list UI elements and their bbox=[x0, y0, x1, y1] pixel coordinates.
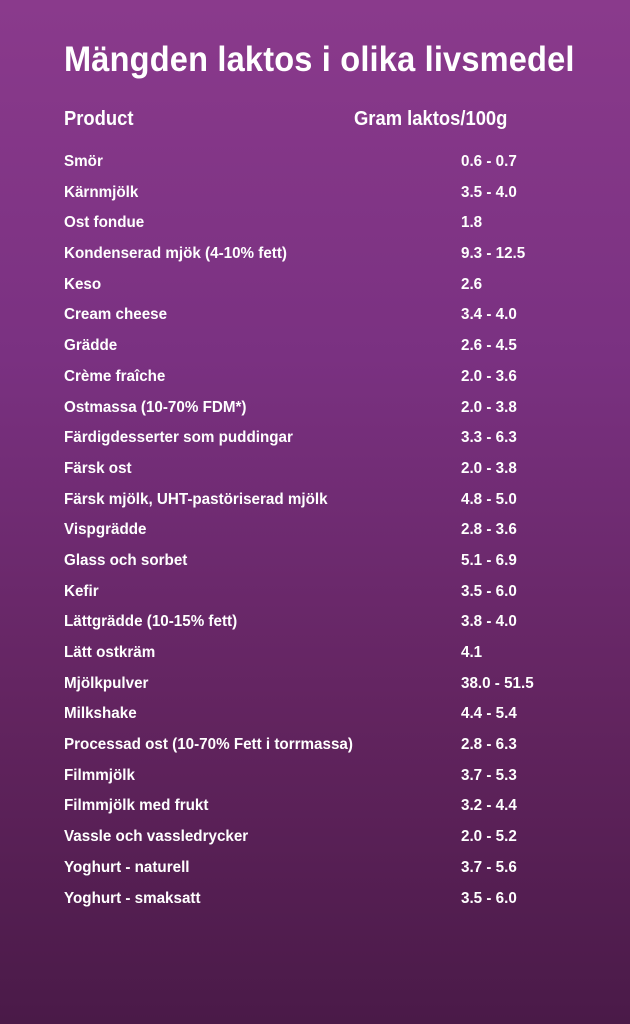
lactose-value: 3.7 - 5.6 bbox=[461, 858, 517, 876]
product-name: Färsk mjölk, UHT-pastöriserad mjölk bbox=[64, 490, 328, 508]
table-row bbox=[0, 426, 630, 457]
column-header-product: Product bbox=[64, 108, 134, 130]
table-row bbox=[0, 672, 630, 703]
table-row bbox=[0, 794, 630, 825]
table-row bbox=[0, 641, 630, 672]
table-row bbox=[0, 273, 630, 304]
lactose-value: 4.1 bbox=[461, 644, 483, 661]
column-header-lactose: Gram laktos/100g bbox=[354, 108, 508, 130]
product-name: Keso bbox=[64, 275, 102, 293]
lactose-value: 2.8 - 6.3 bbox=[461, 736, 517, 754]
lactose-value: 3.8 - 4.0 bbox=[461, 613, 517, 631]
table-row bbox=[0, 150, 630, 181]
lactose-value: 38.0 - 51.5 bbox=[461, 674, 534, 692]
table-row bbox=[0, 856, 630, 887]
page-title: Mängden laktos i olika livsmedel bbox=[64, 40, 575, 79]
table-row bbox=[0, 733, 630, 764]
lactose-value: 2.0 - 3.8 bbox=[461, 398, 517, 416]
product-name: Ostmassa (10-70% FDM*) bbox=[64, 398, 247, 416]
table-row bbox=[0, 303, 630, 334]
product-name: Vassle och vassledrycker bbox=[64, 828, 249, 846]
table-row bbox=[0, 242, 630, 273]
product-name: Filmmjölk bbox=[64, 766, 135, 784]
table-row bbox=[0, 488, 630, 519]
table-body bbox=[0, 150, 630, 917]
table-row bbox=[0, 702, 630, 733]
product-name: Ost fondue bbox=[64, 214, 145, 232]
product-name: Lättgrädde (10-15% fett) bbox=[64, 613, 238, 631]
product-name: Milkshake bbox=[64, 705, 137, 723]
product-name: Kondenserad mjök (4-10% fett) bbox=[64, 245, 287, 263]
table-row bbox=[0, 181, 630, 212]
table-row bbox=[0, 518, 630, 549]
lactose-value: 2.6 bbox=[461, 275, 483, 293]
product-name: Processad ost (10-70% Fett i torrmassa) bbox=[64, 736, 353, 754]
product-name: Filmmjölk med frukt bbox=[64, 797, 209, 815]
table-row bbox=[0, 457, 630, 488]
product-name: Färdigdesserter som puddingar bbox=[64, 429, 293, 447]
product-name: Cream cheese bbox=[64, 306, 168, 324]
product-name: Yoghurt - smaksatt bbox=[64, 889, 201, 907]
product-name: Kärnmjölk bbox=[64, 183, 139, 201]
table-row bbox=[0, 764, 630, 795]
lactose-value: 5.1 - 6.9 bbox=[461, 551, 517, 569]
lactose-value: 3.4 - 4.0 bbox=[461, 306, 517, 324]
table-row bbox=[0, 365, 630, 396]
table-row bbox=[0, 396, 630, 427]
product-name: Kefir bbox=[64, 582, 99, 600]
lactose-value: 2.0 - 3.6 bbox=[461, 367, 517, 385]
product-name: Vispgrädde bbox=[64, 521, 147, 539]
table-row bbox=[0, 580, 630, 611]
lactose-value: 2.8 - 3.6 bbox=[461, 521, 517, 539]
table-header bbox=[0, 108, 630, 136]
lactose-value: 3.2 - 4.4 bbox=[461, 797, 517, 815]
lactose-value: 2.0 - 5.2 bbox=[461, 828, 517, 846]
lactose-value: 3.5 - 6.0 bbox=[461, 889, 517, 907]
product-name: Färsk ost bbox=[64, 459, 132, 477]
lactose-value: 3.3 - 6.3 bbox=[461, 429, 517, 447]
table-row bbox=[0, 887, 630, 918]
table-row bbox=[0, 549, 630, 580]
product-name: Mjölkpulver bbox=[64, 674, 149, 692]
lactose-value: 0.6 - 0.7 bbox=[461, 153, 517, 170]
lactose-value: 3.7 - 5.3 bbox=[461, 766, 517, 784]
product-name: Glass och sorbet bbox=[64, 551, 188, 569]
lactose-value: 4.8 - 5.0 bbox=[461, 490, 517, 508]
lactose-value: 3.5 - 6.0 bbox=[461, 582, 517, 600]
lactose-value: 1.8 bbox=[461, 214, 483, 232]
product-name: Grädde bbox=[64, 337, 118, 355]
lactose-value: 4.4 - 5.4 bbox=[461, 705, 517, 723]
table-row bbox=[0, 211, 630, 242]
lactose-value: 3.5 - 4.0 bbox=[461, 183, 517, 201]
product-name: Lätt ostkräm bbox=[64, 644, 156, 661]
lactose-value: 9.3 - 12.5 bbox=[461, 245, 526, 263]
product-name: Yoghurt - naturell bbox=[64, 858, 190, 876]
table-row bbox=[0, 825, 630, 856]
lactose-value: 2.6 - 4.5 bbox=[461, 337, 517, 355]
product-name: Crème fraîche bbox=[64, 367, 166, 385]
product-name: Smör bbox=[64, 153, 103, 170]
table-row bbox=[0, 334, 630, 365]
lactose-value: 2.0 - 3.8 bbox=[461, 459, 517, 477]
table-row bbox=[0, 610, 630, 641]
